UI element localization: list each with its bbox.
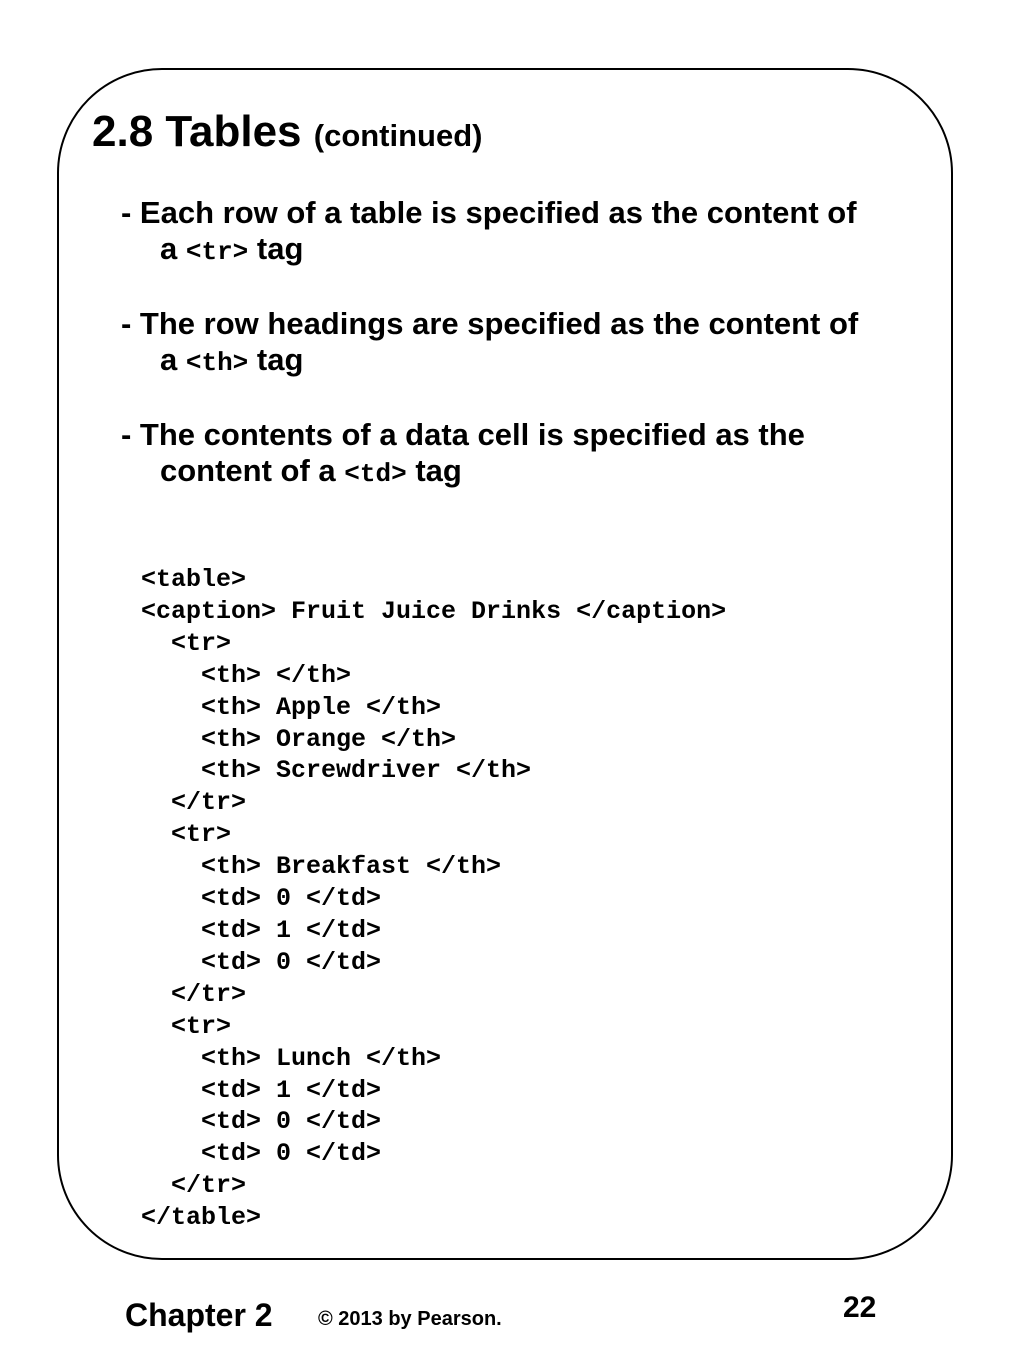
code-line: </tr>: [141, 979, 247, 1009]
code-line: <table>: [141, 565, 247, 594]
slide-title: [92, 104, 483, 164]
code-line: <th> Lunch </th>: [141, 1043, 442, 1073]
bullet-td: [121, 417, 805, 492]
code-line: </tr>: [141, 788, 247, 818]
bullet-tr: [121, 195, 857, 270]
code-line: <th> Breakfast </th>: [141, 852, 502, 882]
bullet-td-line1: - The contents of a data cell is specified as the: [121, 417, 805, 452]
code-line: <th> </th>: [141, 660, 352, 690]
code-line: </table>: [141, 1203, 262, 1233]
footer-copyright: © 2013 by Pearson.: [318, 1308, 502, 1330]
code-line: <th> Apple </th>: [141, 692, 442, 722]
bullet-td-line2: [121, 453, 805, 492]
code-line: <td> 1 </td>: [141, 915, 382, 945]
code-line: <td> 0 </td>: [141, 1107, 382, 1137]
bullet-th-suffix: tag: [248, 342, 304, 377]
bullet-th-line2: [121, 342, 858, 381]
footer-chapter: Chapter 2: [125, 1297, 273, 1333]
page-number: 22: [843, 1291, 877, 1324]
code-line: <tr>: [141, 1011, 232, 1041]
bullet-th: [121, 306, 858, 381]
code-line: <td> 1 </td>: [141, 1075, 382, 1105]
code-line: </tr>: [141, 1171, 247, 1201]
bullet-tr-line1: - Each row of a table is specified as the content of: [121, 195, 857, 230]
bullet-tr-prefix: a: [160, 231, 186, 266]
code-line: <td> 0 </td>: [141, 947, 382, 977]
code-line: <tr>: [141, 820, 232, 850]
bullet-td-prefix: content of a: [160, 453, 345, 488]
code-line: <td> 0 </td>: [141, 1139, 382, 1169]
bullet-td-tag: <td>: [344, 459, 407, 489]
bullet-td-suffix: tag: [406, 453, 462, 488]
code-line: <th> Orange </th>: [141, 724, 457, 754]
code-line: <caption> Fruit Juice Drinks </caption>: [141, 596, 727, 626]
bullet-tr-suffix: tag: [248, 231, 304, 266]
code-line: <th> Screwdriver </th>: [141, 756, 532, 786]
bullet-th-line1: - The row headings are specified as the content of: [121, 306, 859, 341]
code-line: <td> 0 </td>: [141, 884, 382, 914]
code-line: <tr>: [141, 628, 232, 658]
bullet-tr-line2: [121, 231, 857, 270]
bullet-tr-tag: <tr>: [185, 237, 249, 267]
bullet-th-prefix: a: [160, 342, 186, 377]
slide-title-sub: (continued): [313, 118, 483, 153]
code-example: [141, 564, 726, 1234]
bullet-th-tag: <th>: [185, 348, 249, 378]
slide-title-main: 2.8 Tables: [92, 107, 302, 156]
